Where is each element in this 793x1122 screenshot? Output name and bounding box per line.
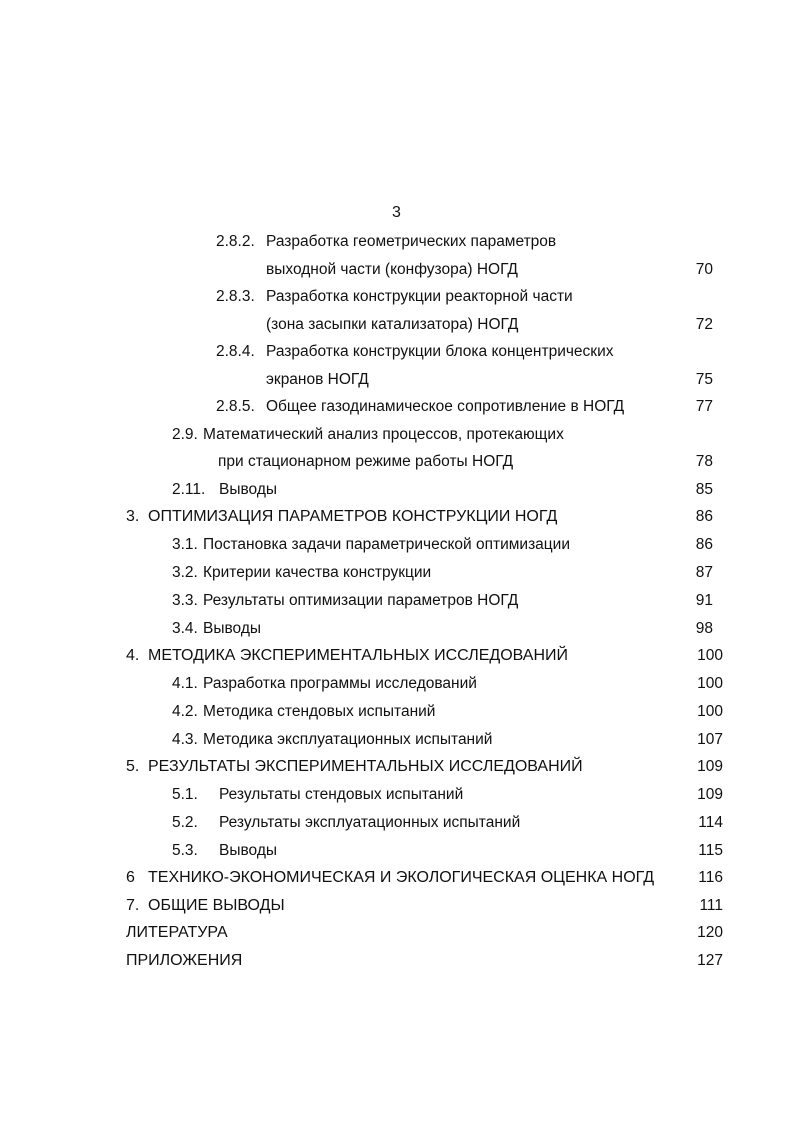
- toc-entry-page: 70: [695, 261, 713, 278]
- toc-entry-page: 86: [695, 536, 713, 553]
- toc-entry-title: РЕЗУЛЬТАТЫ ЭКСПЕРИМЕНТАЛЬНЫХ ИССЛЕДОВАНИЙ: [148, 758, 583, 775]
- toc-entry-number: 3.1.: [172, 536, 198, 553]
- toc-entry-title: Критерии качества конструкции: [203, 564, 432, 581]
- toc-entry: [172, 840, 277, 862]
- toc-entry-title: Постановка задачи параметрической оптимизации: [203, 536, 570, 553]
- toc-entry-number: 2.8.3.: [216, 288, 255, 305]
- toc-entry-page: 109: [697, 758, 723, 775]
- toc-entry-page: 100: [697, 703, 723, 720]
- toc-entry-number: 2.8.2.: [216, 233, 255, 250]
- toc-entry: [126, 922, 228, 944]
- toc-entry: [172, 479, 277, 501]
- toc-entry-page: 98: [695, 620, 713, 637]
- toc-entry-number: 4.1.: [172, 675, 198, 692]
- toc-entry-page: 115: [698, 842, 723, 859]
- toc-entry-title: Методика стендовых испытаний: [203, 703, 436, 720]
- toc-entry-number: 3.: [126, 508, 140, 525]
- toc-entry-title: Выводы: [203, 620, 262, 637]
- toc-entry: [172, 424, 564, 446]
- toc-entry: [172, 729, 492, 751]
- toc-entry-title: ПРИЛОЖЕНИЯ: [126, 952, 243, 969]
- toc-entry: [172, 534, 570, 556]
- toc-entry-title: Математический анализ процессов, протекающих: [203, 426, 564, 443]
- toc-entry-title: Результаты стендовых испытаний: [219, 786, 464, 803]
- toc-entry-title: (зона засыпки катализатора) НОГД: [266, 316, 519, 333]
- toc-entry: [126, 756, 583, 778]
- toc-entry-page: 77: [695, 398, 713, 415]
- toc-entry: [172, 673, 477, 695]
- toc-entry-page: 107: [697, 731, 723, 748]
- toc-entry-number: 5.2.: [172, 814, 198, 831]
- toc-entry-page: 100: [697, 647, 723, 664]
- toc-entry: [216, 396, 624, 418]
- toc-entry: [126, 895, 285, 917]
- toc-entry-page: 114: [698, 814, 723, 831]
- toc-entry: [126, 506, 557, 528]
- toc-entry: [172, 618, 261, 640]
- toc-entry-title: при стационарном режиме работы НОГД: [218, 453, 514, 470]
- toc-entry-number: 2.8.5.: [216, 398, 255, 415]
- toc-entry-number: 2.11.: [172, 481, 206, 498]
- toc-entry: [266, 259, 518, 281]
- toc-entry-title: Разработка конструкции блока концентрических: [266, 343, 614, 360]
- toc-entry: [172, 784, 463, 806]
- toc-entry: [172, 701, 435, 723]
- toc-entry-title: ЛИТЕРАТУРА: [126, 924, 228, 941]
- toc-entry-title: Результаты эксплуатационных испытаний: [219, 814, 521, 831]
- toc-entry-page: 86: [695, 508, 713, 525]
- toc-entry-page: 87: [695, 564, 713, 581]
- toc-entry-number: 4.: [126, 647, 140, 664]
- toc-entry-page: 78: [695, 453, 713, 470]
- toc-entry-title: ОПТИМИЗАЦИЯ ПАРАМЕТРОВ КОНСТРУКЦИИ НОГД: [148, 508, 558, 525]
- toc-entry-number: 3.2.: [172, 564, 198, 581]
- toc-entry-number: 3.3.: [172, 592, 198, 609]
- toc-entry-page: 91: [695, 592, 713, 609]
- toc-entry-title: Выводы: [219, 842, 278, 859]
- toc-entry-title: Общее газодинамическое сопротивление в НОГД: [266, 398, 625, 415]
- toc-entry-number: 3.4.: [172, 620, 198, 637]
- toc-entry-title: Разработка геометрических параметров: [266, 233, 557, 250]
- toc-entry-number: 4.3.: [172, 731, 198, 748]
- toc-entry: [216, 231, 556, 253]
- toc-entry: [126, 645, 568, 667]
- toc-entry-page: 127: [697, 952, 723, 969]
- toc-entry-number: 2.8.4.: [216, 343, 255, 360]
- toc-entry-page: 100: [697, 675, 723, 692]
- toc-entry-number: 4.2.: [172, 703, 198, 720]
- toc-entry-title: Разработка конструкции реакторной части: [266, 288, 573, 305]
- toc-entry-title: Разработка программы исследований: [203, 675, 477, 692]
- toc-entry-title: выходной части (конфузора) НОГД: [266, 261, 518, 278]
- toc-entry-title: ТЕХНИКО-ЭКОНОМИЧЕСКАЯ И ЭКОЛОГИЧЕСКАЯ ОЦЕНКА НОГД: [148, 869, 655, 886]
- toc-entry-number: 7.: [126, 897, 140, 914]
- toc-entry-title: Методика эксплуатационных испытаний: [203, 731, 493, 748]
- toc-entry: [126, 950, 242, 972]
- toc-entry-page: 111: [699, 897, 723, 914]
- toc-entry-number: 5.1.: [172, 786, 198, 803]
- toc-entry: [172, 590, 518, 612]
- toc-entry-title: Выводы: [219, 481, 278, 498]
- toc-entry: [172, 812, 520, 834]
- toc-entry: [218, 451, 513, 473]
- toc-entry-page: 120: [697, 924, 723, 941]
- toc-entry-page: 75: [695, 371, 713, 388]
- toc-entry-number: 2.9.: [172, 426, 198, 443]
- toc-entry-page: 85: [695, 481, 713, 498]
- toc-entry-title: МЕТОДИКА ЭКСПЕРИМЕНТАЛЬНЫХ ИССЛЕДОВАНИЙ: [148, 647, 569, 664]
- toc-entry: [126, 867, 654, 889]
- toc-entry-title: Результаты оптимизации параметров НОГД: [203, 592, 519, 609]
- toc-entry: [172, 562, 431, 584]
- toc-entry-number: 5.3.: [172, 842, 198, 859]
- toc-entry-page: 116: [698, 869, 723, 886]
- toc-entry-title: ОБЩИЕ ВЫВОДЫ: [148, 897, 285, 914]
- toc-entry-page: 72: [695, 316, 713, 333]
- toc-entry: [266, 369, 369, 391]
- toc-entry-title: экранов НОГД: [266, 371, 369, 388]
- toc-entry-page: 109: [697, 786, 723, 803]
- toc-entry-number: 5.: [126, 758, 140, 775]
- toc-entry: [216, 341, 614, 363]
- toc-entry: [266, 314, 518, 336]
- toc-entry: [216, 286, 573, 308]
- toc-entry-number: 6: [126, 869, 135, 886]
- page-number: 3: [392, 204, 401, 221]
